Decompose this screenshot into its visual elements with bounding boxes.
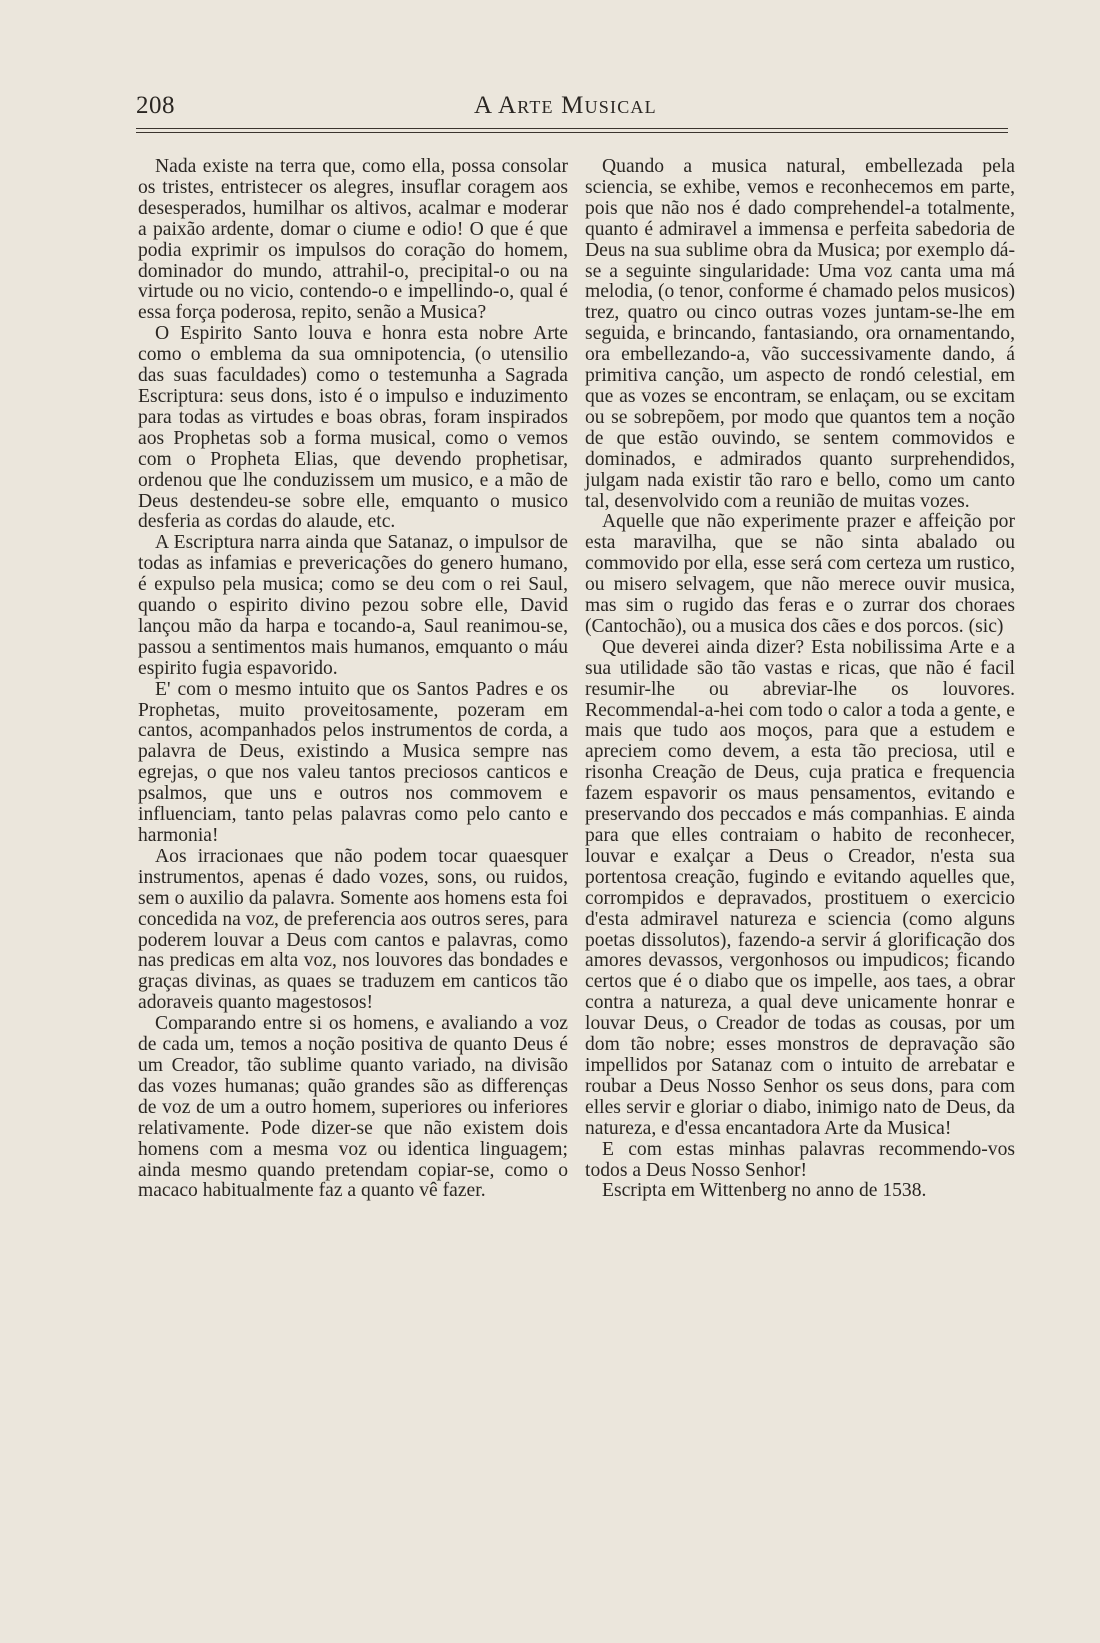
right-column xyxy=(585,157,1015,1202)
paragraph: Que deverei ainda dizer? Esta nobilissima Arte e a sua utilidade são tão vastas e ricas, que não é facil resumir-lhe ou abreviar-lhe os louvores. Recommendal-a-hei com todo o calor a toda a gente, e mais que tudo aos moços, para que a estudem e apreciem como devem, a esta tão preciosa, util e risonha Creação de Deus, cuja pratica e frequencia fazem espavorir os maus pensamentos, evitando e preservando dos peccados e más companhias. E ainda para que elles contraiam o habito de reconhecer, louvar e exalçar a Deus o Creador, n'esta sua portentosa creação, fugindo e evitando aquelles que, corrompidos e depravados, prostituem o exercicio d'esta admiravel natureza e sciencia (como alguns poetas dissolutos), fazendo-a servir á glorificação dos amores devassos, vergonhosos ou impudicos; ficando certos que é o diabo que os impelle, aos taes, a obrar contra a natureza, a qual deve unicamente honrar e louvar Deus, o Creador de todas as cousas, por um dom tão nobre; esses monstros de depravação são impellidos por Satanaz com o intuito de arrebatar e roubar a Deus Nosso Senhor os seus dons, para com elles servir e gloriar o diabo, inimigo nato de Deus, da natureza, e d'essa encantadora Arte da Musica! xyxy=(585,636,1015,1139)
paragraph: Comparando entre si os homens, e avaliando a voz de cada um, temos a noção positiva de quanto Deus é um Creador, tão sublime quanto variado, na divisão das vozes humanas; quão grandes são as differenças de voz de um a outro homem, superiores ou inferiores relativamente. Pode dizer-se que não existem dois homens com a mesma voz ou identica linguagem; ainda mesmo quando pretendam copiar-se, como o macaco habitualmente faz a quanto vê fazer. xyxy=(138,1013,568,1202)
paragraph: Aquelle que não experimente prazer e affeição por esta maravilha, que se não sinta abalado ou commovido por ella, esse será com certeza um rustico, ou misero selvagem, que não merece ouvir musica, mas sim o rugido das feras e o zurrar dos choraes (Cantochão), ou a musica dos cães e dos porcos. (sic) xyxy=(585,511,1015,637)
running-title: A Arte Musical xyxy=(474,92,657,119)
paragraph: A Escriptura narra ainda que Satanaz, o impulsor de todas as infamias e prevericações do genero humano, é expulso pela musica; como se deu com o rei Saul, quando o espirito divino pezou sobre elle, David lançou mão da harpa e tocando-a, Saul reanimou-se, passou a sentimentos mais humanos, emquanto o máu espirito fugia espavorido. xyxy=(138,532,568,679)
paragraph: Nada existe na terra que, como ella, possa consolar os tristes, entristecer os alegres, insuflar coragem aos desesperados, humilhar os altivos, acalmar e moderar a paixão ardente, domar o ciume e odio! O que é que podia exprimir os impulsos do coração do homem, dominador do mundo, attrahil-o, precipital-o ou na virtude ou no vicio, contendo-o e impellindo-o, qual é essa força poderosa, repito, senão a Musica? xyxy=(138,156,568,324)
header-rule xyxy=(136,128,1008,129)
page-number: 208 xyxy=(136,92,175,119)
paragraph: E com estas minhas palavras recommendo-vos todos a Deus Nosso Senhor! xyxy=(585,1138,1015,1181)
paragraph: O Espirito Santo louva e honra esta nobre Arte como o emblema da sua omnipotencia, (o utensilio das suas faculdades) como o testemunha a Sagrada Escriptura: seus dons, isto é o impulso e induzimento para todas as virtudes e boas obras, foram inspirados aos Prophetas sob a forma musical, como o vemos com o Propheta Elias, que devendo prophetisar, ordenou que lhe conduzissem um musico, e a mão de Deus destendeu-se sobre elle, emquanto o musico desferia as cordas do alaude, etc. xyxy=(138,323,568,533)
paragraph: Aos irracionaes que não podem tocar quaesquer instrumentos, apenas é dado vozes, sons, ou ruidos, sem o auxilio da palavra. Somente aos homens esta foi concedida na voz, de preferencia aos outros seres, para poderem louvar a Deus com cantos e palavras, como nas predicas em alta voz, nos louvores das bondades e graças divinas, as quaes se traduzem em canticos tão adoraveis quanto magestosos! xyxy=(138,845,568,1014)
header-rule-thin xyxy=(136,132,1008,133)
dateline: Escripta em Wittenberg no anno de 1538. xyxy=(602,1180,927,1202)
paragraph: Quando a musica natural, embellezada pela sciencia, se exhibe, vemos e reconhecemos em parte, pois que não nos é dado comprehendel-a totalmente, quanto é admiravel a immensa e perfeita sabedoria de Deus na sua sublime obra da Musica; por exemplo dá-se a seguinte singularidade: Uma voz canta uma má melodia, (o tenor, conforme é chamado pelos musicos) trez, quatro ou cinco outras vozes juntam-se-lhe em seguida, e brincando, fantasiando, ora ornamentando, ora embellezando-a, vão successivamente dando, á primitiva canção, um aspecto de rondó celestial, em que as vozes se encontram, se enlaçam, ou se excitam ou se sobrepõem, por modo que quantos tem a noção de que estão ouvindo, se sentem commovidos e dominados, e admirados quanto surprehendidos, julgam nada existir tão raro e bello, como um canto tal, desenvolvido com a reunião de muitas vozes. xyxy=(585,156,1015,512)
left-column xyxy=(138,157,568,1202)
paragraph: E' com o mesmo intuito que os Santos Padres e os Prophetas, muito proveitosamente, pozeram em cantos, acompanhados pelos instrumentos de corda, a palavra de Deus, existindo a Musica sempre nas egrejas, o que nos valeu tantos preciosos canticos e psalmos, que uns e outros nos commovem e influenciam, tanto pelas palavras como pelo canto e harmonia! xyxy=(138,678,568,846)
